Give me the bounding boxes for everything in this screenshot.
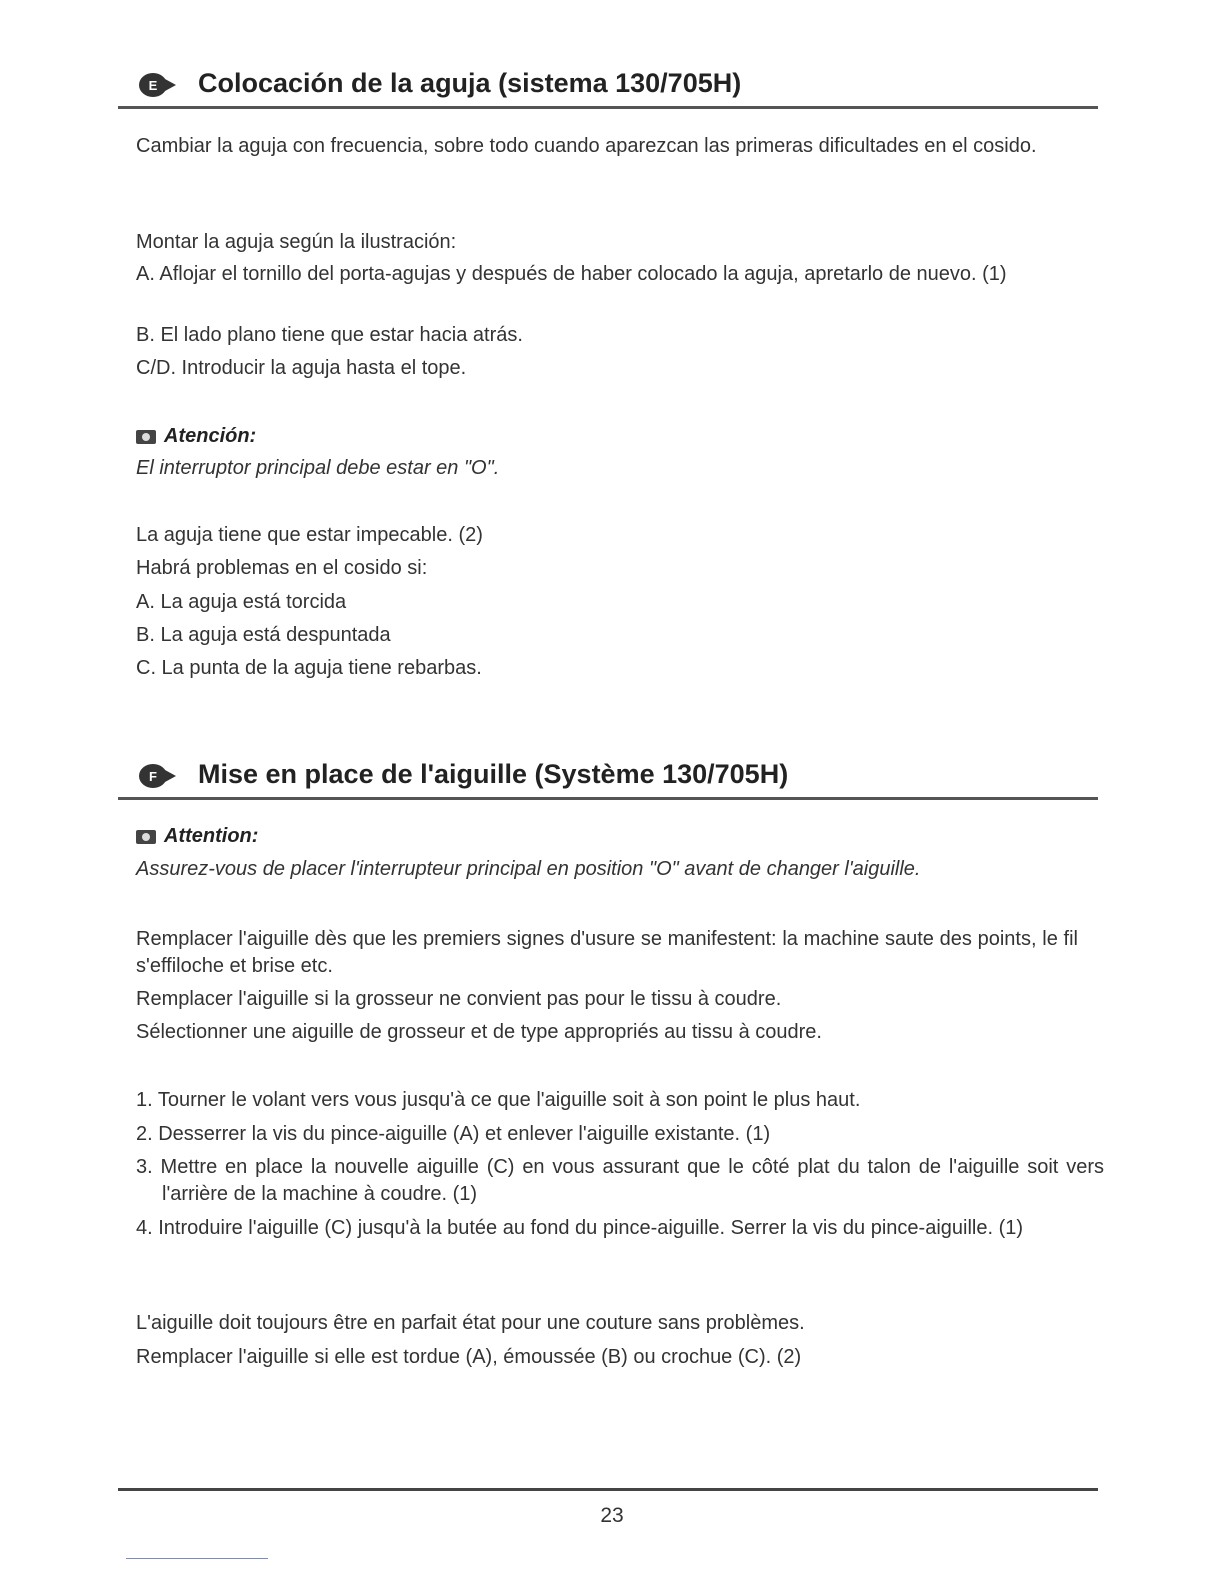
attention-text-fr: Assurez-vous de placer l'interrupteur principal en position "O" avant de changer l'aiguille.: [136, 858, 921, 880]
replace-paragraph-1-fr: Remplacer l'aiguille dès que les premiers signes d'usure se manifestent: la machine saute des points, le fil s'effiloche et brise etc.: [136, 928, 1078, 977]
footer-rule: [118, 1488, 1098, 1491]
section-header-fr: [118, 759, 1098, 800]
attention-label-es: Atención:: [164, 425, 257, 447]
attention-text-es: El interruptor principal debe estar en "O".: [136, 457, 500, 479]
perfect-state-fr: L'aiguille doit toujours être en parfait état pour une couture sans problèmes.: [136, 1312, 805, 1334]
step-2-fr: 2. Desserrer la vis du pince-aiguille (A) et enlever l'aiguille existante. (1): [136, 1123, 771, 1145]
problem-c-es: C. La punta de la aguja tiene rebarbas.: [136, 657, 482, 679]
replace-paragraph-3-fr: Sélectionner une aiguille de grosseur et de type appropriés au tissu à coudre.: [136, 1021, 822, 1043]
step-cd-es: C/D. Introducir la aguja hasta el tope.: [136, 357, 467, 379]
problem-b-es: B. La aguja está despuntada: [136, 624, 391, 646]
flawless-es: La aguja tiene que estar impecable. (2): [136, 524, 483, 546]
replace-paragraph-2-fr: Remplacer l'aiguille si la grosseur ne convient pas pour le tissu à coudre.: [136, 988, 782, 1010]
problem-a-es: A. La aguja está torcida: [136, 591, 347, 613]
mount-lead-es: Montar la aguja según la ilustración:: [136, 231, 457, 253]
section-title-fr: Mise en place de l'aiguille (Système 130/705H): [198, 759, 789, 789]
step-4-fr: 4. Introduire l'aiguille (C) jusqu'à la butée au fond du pince-aiguille. Serrer la vis du pince-aiguille. (1): [136, 1217, 1024, 1239]
step-1-fr: 1. Tourner le volant vers vous jusqu'à ce que l'aiguille soit à son point le plus haut.: [136, 1089, 861, 1111]
section-title-es: Colocación de la aguja (sistema 130/705H): [198, 68, 742, 98]
step-3-fr: 3. Mettre en place la nouvelle aiguille (C) en vous assurant que le côté plat du talon de l'aiguille soit vers l'arrière de la machine à coudre. (1): [136, 1156, 1104, 1205]
intro-paragraph-es: Cambiar la aguja con frecuencia, sobre todo cuando aparezcan las primeras dificultades en el cosido.: [136, 135, 1037, 157]
problems-lead-es: Habrá problemas en el cosido si:: [136, 557, 428, 579]
attention-heading-es: [136, 425, 256, 448]
attention-icon: [136, 430, 156, 444]
language-badge-icon: [138, 763, 178, 789]
bottom-mark: [126, 1558, 268, 1559]
badge-letter-es: E: [148, 78, 158, 93]
replace-bent-fr: Remplacer l'aiguille si elle est tordue (A), émoussée (B) ou crochue (C). (2): [136, 1346, 802, 1368]
attention-label-fr: Attention:: [164, 825, 259, 847]
step-b-es: B. El lado plano tiene que estar hacia atrás.: [136, 324, 523, 346]
step-a-es: A. Aflojar el tornillo del porta-agujas y después de haber colocado la aguja, apretarlo de nuevo. (1): [136, 263, 1007, 285]
attention-heading-fr: [136, 825, 258, 848]
attention-icon: [136, 830, 156, 844]
badge-letter-fr: F: [149, 769, 157, 784]
language-badge-icon: [138, 72, 178, 98]
section-header-es: [118, 68, 1098, 109]
page-number: 23: [600, 1504, 624, 1527]
